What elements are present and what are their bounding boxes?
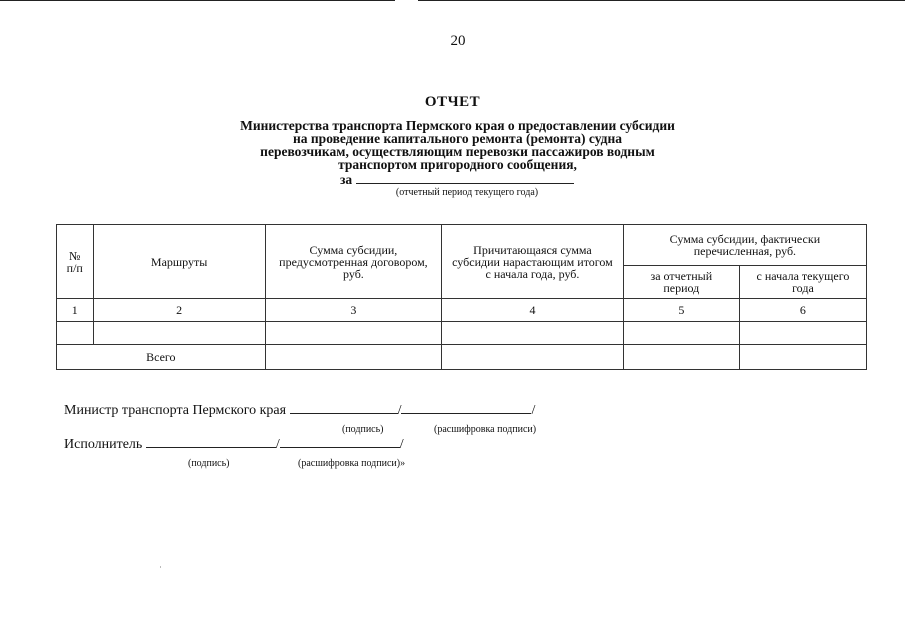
column-number: 2 (93, 299, 265, 322)
header-line: за отчетный (650, 269, 713, 283)
table-cell (57, 322, 94, 345)
column-number: 4 (442, 299, 624, 322)
header-line: период (663, 281, 700, 295)
minister-signature-line (64, 401, 535, 419)
column-number: 6 (739, 299, 866, 322)
subtitle-line: на проведение капитального ремонта (ремонта) судна (293, 131, 622, 146)
header-line: предусмотренная договором, (279, 254, 428, 269)
report-subtitle (150, 119, 765, 171)
report-table (56, 224, 867, 370)
header-line: года (792, 281, 814, 295)
minister-signature-field (290, 401, 398, 414)
table-cell (93, 322, 265, 345)
minister-caption-sign: (подпись) (342, 424, 384, 435)
header-subsidy-accrued (442, 225, 624, 299)
table-cell (739, 345, 866, 370)
header-line: субсидии нарастающим итогом (452, 254, 613, 269)
report-title: ОТЧЕТ (424, 94, 481, 110)
header-line: с начала года, руб. (485, 266, 580, 281)
column-number: 5 (623, 299, 739, 322)
top-rule-left (0, 0, 395, 1)
executor-caption-decode: (расшифровка подписи)» (298, 458, 406, 469)
header-subsidy-contract (265, 225, 441, 299)
minister-decode-field (401, 401, 531, 414)
separator: / (399, 437, 404, 452)
top-rule-right (418, 0, 905, 1)
header-line: Сумма субсидии, фактически (669, 232, 821, 246)
header-num-line: № (69, 248, 81, 263)
scan-mark (160, 566, 161, 568)
header-num (57, 225, 94, 299)
header-line: Сумма субсидии, (309, 242, 398, 257)
executor-label: Исполнитель (64, 437, 143, 452)
period-prefix: за (340, 172, 353, 187)
header-line: Причитающаяся сумма (473, 242, 592, 257)
header-for-period (623, 266, 739, 299)
executor-signature-field (146, 435, 276, 448)
total-label: Всего (57, 345, 266, 370)
subtitle-line: транспортом пригородного сообщения, (338, 157, 577, 172)
header-line: руб. (343, 266, 364, 281)
table-cell (442, 345, 624, 370)
column-number-row (57, 299, 867, 322)
page-number: 20 (450, 33, 466, 49)
table-row (57, 322, 867, 345)
header-line: перечисленная, руб. (693, 244, 797, 258)
executor-decode-field (280, 435, 400, 448)
table-cell (265, 322, 441, 345)
header-subsidy-actual (623, 225, 866, 266)
subtitle-line: перевозчикам, осуществляющим перевозки пассажиров водным (260, 144, 655, 159)
period-line (340, 171, 574, 188)
minister-label: Министр транспорта Пермского края (64, 403, 287, 418)
column-number: 1 (57, 299, 94, 322)
table-cell (623, 345, 739, 370)
header-since-year (739, 266, 866, 299)
minister-caption-decode: (расшифровка подписи) (434, 424, 537, 435)
table-cell (442, 322, 624, 345)
total-row (57, 345, 867, 370)
table-cell (265, 345, 441, 370)
header-line: с начала текущего (756, 269, 850, 283)
separator: / (275, 437, 280, 452)
executor-caption-sign: (подпись) (188, 458, 230, 469)
header-routes: Маршруты (93, 225, 265, 299)
table-cell (623, 322, 739, 345)
executor-signature-line (64, 435, 404, 453)
separator: / (397, 403, 402, 418)
subtitle-line: Министерства транспорта Пермского края о предоставлении субсидии (240, 118, 675, 133)
column-number: 3 (265, 299, 441, 322)
separator: / (531, 403, 536, 418)
period-caption: (отчетный период текущего года) (395, 187, 539, 198)
table-header-row (57, 225, 867, 266)
header-num-line: п/п (66, 260, 83, 275)
table-cell (739, 322, 866, 345)
period-blank-field (356, 171, 574, 184)
